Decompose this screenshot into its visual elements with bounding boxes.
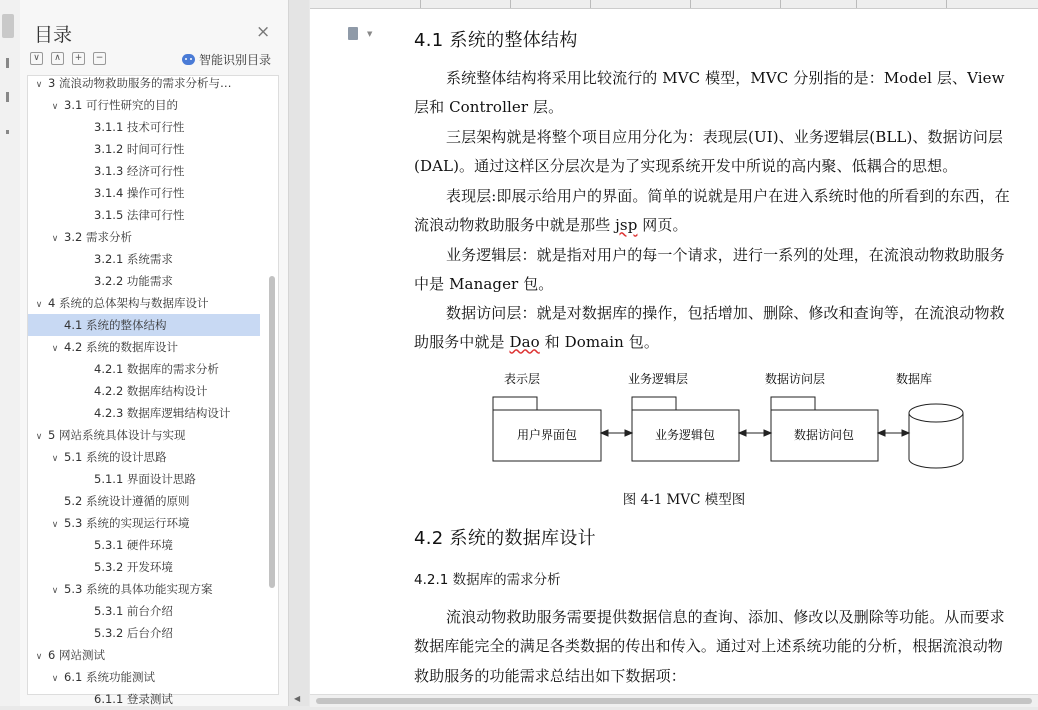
ai-robot-icon	[182, 54, 195, 65]
toc-item-label: 6.1.1 登录测试	[94, 692, 173, 706]
toc-item[interactable]	[28, 116, 278, 138]
toc-item[interactable]	[28, 94, 278, 116]
layer-label-presentation: 表示层	[503, 372, 541, 386]
toc-item-label: 5 网站系统具体设计与实现	[48, 428, 186, 442]
toc-item[interactable]	[28, 314, 260, 336]
heading-4-2: 4.2 系统的数据库设计	[414, 528, 596, 549]
chevron-down-icon[interactable]: ∨	[35, 80, 43, 90]
layer-label-database: 数据库	[895, 372, 933, 386]
toc-item[interactable]	[28, 534, 278, 556]
text-run: 表现层:即展示给用户的界面。简单的说就是用户在进入系统时他的所看到的东西，在流浪动物救助服务中就是那些	[414, 187, 1010, 235]
chevron-down-icon[interactable]: ∨	[51, 520, 59, 530]
expand-all-button[interactable]: ∧	[51, 52, 64, 65]
toc-item[interactable]	[28, 644, 278, 666]
toc-item-label: 3.2.2 功能需求	[94, 274, 173, 288]
layer-label-data-access: 数据访问层	[764, 372, 826, 386]
toc-item-label: 3.1.1 技术可行性	[94, 120, 185, 134]
toc-item[interactable]	[28, 622, 278, 644]
smart-toc-button[interactable]	[182, 51, 271, 68]
connector-arrows	[601, 430, 909, 436]
figure-caption: 图 4-1 MVC 模型图	[622, 492, 746, 508]
toc-item-label: 3.1.3 经济可行性	[94, 164, 185, 178]
chevron-down-icon[interactable]: ∨	[35, 432, 43, 442]
toc-item-label: 5.3.1 前台介绍	[94, 604, 173, 618]
toc-item[interactable]	[28, 204, 278, 226]
toc-item-label: 4.2.1 数据库的需求分析	[94, 362, 219, 376]
nav-pane-tab[interactable]	[2, 14, 14, 38]
toc-item[interactable]	[28, 292, 278, 314]
toc-item[interactable]	[28, 226, 278, 248]
toc-item[interactable]	[28, 446, 278, 468]
toc-item-label: 3 流浪动物救助服务的需求分析与…	[48, 76, 232, 90]
chevron-down-icon[interactable]: ∨	[35, 652, 43, 662]
left-tool-strip	[0, 0, 21, 706]
toc-item[interactable]	[28, 490, 278, 512]
toc-item-label: 5.3 系统的具体功能实现方案	[64, 582, 213, 596]
close-icon[interactable]: ×	[256, 22, 271, 42]
toc-item[interactable]	[28, 248, 278, 270]
toc-item-label: 5.1 系统的设计思路	[64, 450, 167, 464]
toc-item-label: 5.3.2 后台介绍	[94, 626, 173, 640]
chevron-down-icon[interactable]: ∨	[51, 586, 59, 596]
toc-sidebar	[20, 0, 289, 706]
paragraph-db-requirements: 流浪动物救助服务需要提供数据信息的查询、添加、修改以及删除等功能。从而要求数据库能完全的满足各类数据的传出和传入。通过对上述系统功能的分析，根据流浪动物救助服务的功能需求总结出如下数据项：	[414, 608, 1005, 685]
toc-item-label: 5.3 系统的实现运行环境	[64, 516, 190, 530]
paragraph-ui-layer	[414, 182, 1016, 241]
toc-item-label: 3.1.4 操作可行性	[94, 186, 185, 200]
text-run: 和 Domain 包。	[539, 333, 659, 352]
paragraph-bll-layer: 业务逻辑层：就是指对用户的每一个请求，进行一系列的处理，在流浪动物救助服务中是 Manager 包。	[414, 246, 1005, 294]
toc-item[interactable]	[28, 380, 278, 402]
package-label-data-access: 数据访问包	[793, 428, 855, 442]
toc-item-label: 4.2 系统的数据库设计	[64, 340, 178, 354]
pane-splitter[interactable]	[289, 0, 309, 706]
toc-list-panel	[27, 75, 279, 706]
toc-item-label: 3.2 需求分析	[64, 230, 132, 244]
toc-item[interactable]	[28, 556, 278, 578]
toc-item[interactable]	[28, 336, 278, 358]
toc-item-label: 6.1 系统功能测试	[64, 670, 155, 684]
toc-toolbar	[30, 52, 106, 66]
toc-item[interactable]	[28, 424, 278, 446]
toc-item-label: 4 系统的总体架构与数据库设计	[48, 296, 209, 310]
toc-item-label: 3.2.1 系统需求	[94, 252, 173, 266]
toc-item-label: 4.1 系统的整体结构	[64, 318, 167, 332]
page-menu-icon[interactable]	[348, 27, 358, 40]
package-label-ui: 用户界面包	[516, 428, 578, 442]
chevron-down-icon[interactable]: ▼	[367, 30, 373, 38]
heading-4-2-1: 4.2.1 数据库的需求分析	[414, 572, 561, 588]
mvc-diagram	[490, 368, 970, 470]
spellcheck-word: Dao	[509, 333, 540, 352]
page-top-ruler	[310, 0, 1038, 9]
paragraph-three-layer: 三层架构就是将整个项目应用分化为：表现层(UI)、业务逻辑层(BLL)、数据访问层(DAL)。通过这样区分层次是为了实现系统开发中所说的高内聚、低耦合的思想。	[414, 128, 1004, 176]
strip-marker	[6, 92, 9, 102]
toc-item-label: 5.1.1 界面设计思路	[94, 472, 196, 486]
add-heading-button[interactable]: +	[72, 52, 85, 65]
toc-item[interactable]	[28, 138, 278, 160]
strip-marker	[6, 130, 9, 134]
chevron-down-icon[interactable]: ∨	[51, 454, 59, 464]
toc-item-label: 4.2.3 数据库逻辑结构设计	[94, 406, 231, 420]
chevron-down-icon[interactable]: ∨	[51, 674, 59, 684]
package-label-business: 业务逻辑包	[654, 428, 716, 442]
toc-item-label: 5.3.2 开发环境	[94, 560, 173, 574]
chevron-down-icon[interactable]: ∨	[35, 300, 43, 310]
toc-item[interactable]	[28, 358, 278, 380]
toc-list	[28, 72, 278, 710]
toc-item[interactable]	[28, 160, 278, 182]
toc-item[interactable]	[28, 270, 278, 292]
spellcheck-word: jsp	[615, 216, 638, 235]
paragraph-mvc: 系统整体结构将采用比较流行的 MVC 模型，MVC 分别指的是：Model 层、View 层和 Controller 层。	[414, 69, 1005, 117]
layer-label-business: 业务逻辑层	[627, 372, 689, 386]
remove-heading-button[interactable]: −	[93, 52, 106, 65]
document-page	[310, 0, 1038, 706]
toc-item[interactable]	[28, 688, 278, 710]
strip-marker	[6, 58, 9, 68]
toc-item[interactable]	[28, 182, 278, 204]
heading-4-1: 4.1 系统的整体结构	[414, 30, 578, 51]
toc-item[interactable]	[28, 578, 278, 600]
toc-item-label: 3.1.2 时间可行性	[94, 142, 185, 156]
toc-item[interactable]	[28, 72, 278, 94]
toc-item[interactable]	[28, 666, 278, 688]
toc-item-label: 6 网站测试	[48, 648, 105, 662]
toc-item-label: 4.2.2 数据库结构设计	[94, 384, 208, 398]
toc-item[interactable]	[28, 600, 278, 622]
toc-item-label: 5.2 系统设计遵循的原则	[64, 494, 190, 508]
collapse-all-button[interactable]: ∨	[30, 52, 43, 65]
text-run: 网页。	[637, 216, 688, 235]
chevron-down-icon[interactable]: ∨	[51, 102, 59, 112]
toc-item[interactable]	[28, 402, 278, 424]
scroll-left-icon[interactable]: ◀	[294, 694, 301, 703]
horizontal-scroll-thumb[interactable]	[316, 698, 1032, 704]
toc-item-label: 3.1.5 法律可行性	[94, 208, 185, 222]
paragraph-dal-layer	[414, 299, 1016, 358]
toc-scrollbar[interactable]	[269, 276, 275, 588]
database-cylinder	[909, 404, 963, 468]
chevron-down-icon[interactable]: ∨	[51, 344, 59, 354]
toc-item-label: 3.1 可行性研究的目的	[64, 98, 178, 112]
smart-toc-label: 智能识别目录	[199, 53, 272, 67]
toc-item-label: 5.3.1 硬件环境	[94, 538, 173, 552]
toc-item[interactable]	[28, 512, 278, 534]
toc-title: 目录	[34, 24, 73, 46]
toc-item[interactable]	[28, 468, 278, 490]
horizontal-scrollbar[interactable]	[310, 694, 1038, 707]
text-run: 数据访问层：就是对数据库的操作，包括增加、删除、修改和查询等，在流浪动物救助服务中就是	[414, 304, 1005, 352]
chevron-down-icon[interactable]: ∨	[51, 234, 59, 244]
